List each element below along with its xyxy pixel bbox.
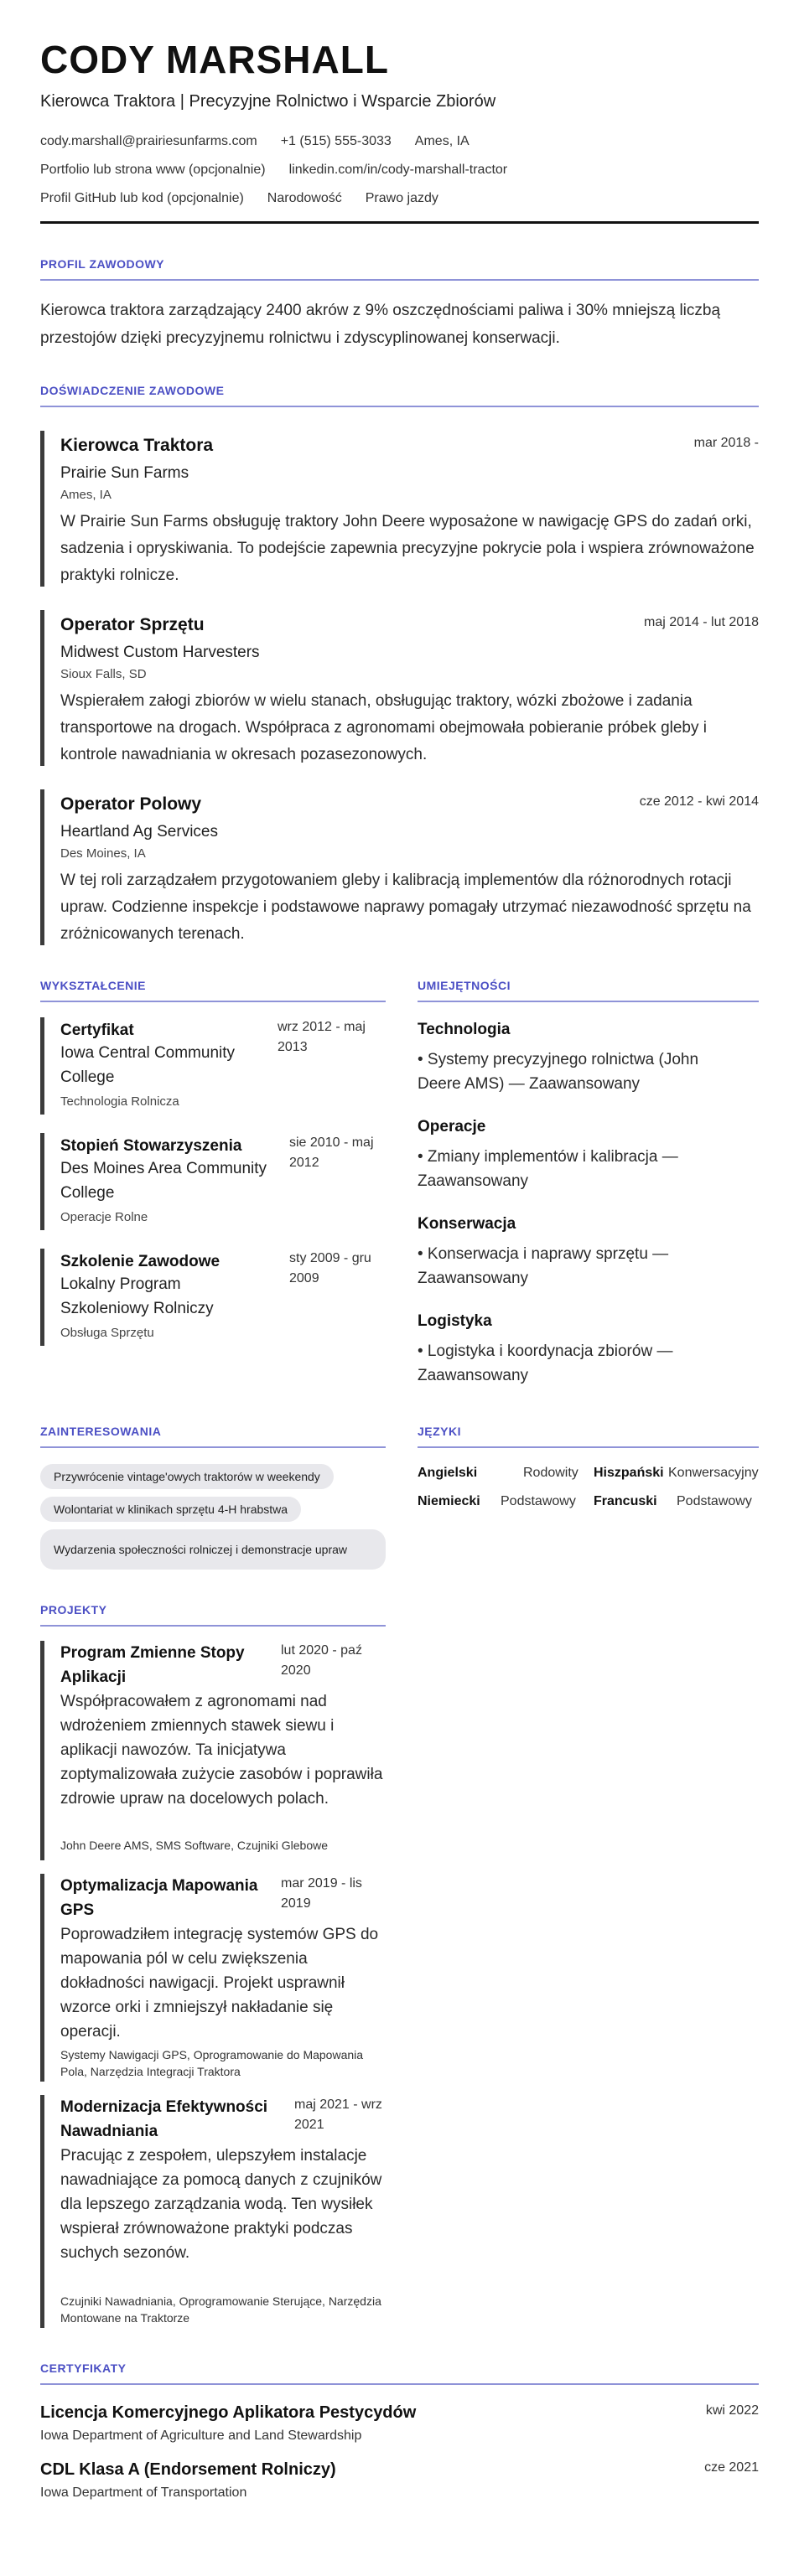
skill-category: Operacje — [418, 1118, 486, 1135]
interest-chip: Wydarzenia społeczności rolniczej i demonstracje upraw — [40, 1529, 386, 1570]
project-name: Program Zmienne Stopy Aplikacji — [60, 1644, 245, 1686]
skill-category: Logistyka — [418, 1312, 492, 1330]
experience-role: Operator Sprzętu — [60, 615, 205, 634]
language-level: Podstawowy — [677, 1494, 752, 1508]
certification-name: CDL Klasa A (Endorsement Rolniczy) — [40, 2460, 336, 2479]
contact-nationality: Narodowość — [267, 191, 342, 205]
section-title-projects: PROJEKTY — [40, 1603, 107, 1616]
section-divider — [40, 1001, 386, 1002]
education-entry — [40, 1133, 386, 1230]
language-level: Rodowity — [523, 1466, 578, 1480]
skill-item: • Systemy precyzyjnego rolnictwa (John Deere AMS) — Zaawansowany — [418, 1051, 699, 1093]
language-name: Angielski — [418, 1466, 478, 1480]
section-divider — [40, 279, 759, 281]
project-description: Pracując z zespołem, ulepszyłem instalacje nawadniające za pomocą danych z czujników dla lepszego zarządzania wodą. Ten wysiłek wspierał zrównoważone praktyki podczas suchych sezonów. — [60, 2147, 382, 2262]
education-field: Obsługa Sprzętu — [60, 1326, 154, 1340]
language-level: Konwersacyjny — [668, 1466, 759, 1480]
certification-name: Licencja Komercyjnego Aplikatora Pestycydów — [40, 2403, 417, 2422]
education-date: sie 2010 - maj 2012 — [289, 1135, 374, 1170]
project-entry — [40, 1641, 386, 1860]
certification-date: cze 2021 — [704, 2460, 759, 2475]
project-tech: John Deere AMS, SMS Software, Czujniki Glebowe — [60, 1839, 329, 1852]
experience-entry — [40, 789, 759, 945]
education-field: Operacje Rolne — [60, 1210, 148, 1224]
section-title-skills: UMIEJĘTNOŚCI — [418, 979, 511, 992]
interest-chip: Przywrócenie vintage'owych traktorów w weekendy — [40, 1464, 334, 1489]
contact-github[interactable]: Profil GitHub lub kod (opcjonalnie) — [40, 191, 244, 205]
project-description: Współpracowałem z agronomami nad wdrożeniem zmiennych stawek siewu i aplikacji nawozów. Ta inicjatywa zoptymalizowała zużycie zasobów i poprawiła zdrowie upraw na docelowych polach. — [60, 1693, 383, 1808]
experience-date: cze 2012 - kwi 2014 — [639, 794, 759, 809]
certification-date: kwi 2022 — [705, 2403, 759, 2418]
section-divider — [40, 2383, 759, 2385]
project-date: maj 2021 - wrz 2021 — [294, 2098, 382, 2132]
section-title-interests: ZAINTERESOWANIA — [40, 1425, 162, 1438]
section-title-profile: PROFIL ZAWODOWY — [40, 257, 165, 271]
education-degree: Stopień Stowarzyszenia — [60, 1137, 242, 1155]
resume-header — [40, 34, 759, 208]
experience-company: Heartland Ag Services — [60, 823, 218, 841]
contact-location: Ames, IA — [414, 134, 470, 148]
experience-role: Operator Polowy — [60, 794, 202, 814]
experience-description: W tej roli zarządzałem przygotowaniem gleby i kalibracją implementów dla różnorodnych rotacji upraw. Codzienne inspekcje i podstawowe naprawy pomagały utrzymać niezawodność sprzętu na zróżnicowanych terenach. — [60, 872, 751, 943]
project-tech: Czujniki Nawadniania, Oprogramowanie Sterujące, Narzędzia Montowane na Traktorze — [60, 2294, 381, 2325]
experience-date: mar 2018 - — [693, 436, 759, 450]
education-date: sty 2009 - gru 2009 — [289, 1251, 371, 1285]
education-school: Iowa Central Community College — [60, 1044, 236, 1086]
project-name: Optymalizacja Mapowania GPS — [60, 1877, 258, 1919]
experience-entry — [40, 610, 759, 766]
section-divider — [40, 1446, 386, 1448]
experience-role: Kierowca Traktora — [60, 436, 214, 455]
experience-company: Prairie Sun Farms — [60, 464, 189, 482]
project-tech: Systemy Nawigacji GPS, Oprogramowanie do Mapowania Pola, Narzędzia Integracji Traktora — [60, 2048, 364, 2078]
skill-item: • Konserwacja i naprawy sprzętu — Zaawansowany — [418, 1245, 669, 1287]
project-name: Modernizacja Efektywności Nawadniania — [60, 2098, 268, 2140]
experience-description: Wspierałem załogi zbiorów w wielu stanach, obsługując traktory, wózki zbożowe i zadania transportowe na drogach. Współpraca z agronomami obejmowała pobieranie próbek gleby i kontrole nawadniania w okresach pozasezonowych. — [60, 692, 707, 763]
education-date: wrz 2012 - maj 2013 — [278, 1020, 366, 1054]
language-name: Francuski — [594, 1494, 657, 1508]
education-entry — [40, 1249, 386, 1346]
experience-description: W Prairie Sun Farms obsługuję traktory John Deere wyposażone w nawigację GPS do zadań orki, sadzenia i opryskiwania. To podejście zapewnia precyzyjne pokrycie pola i wspiera zrównoważone praktyki rolnicze. — [60, 513, 755, 584]
project-date: lut 2020 - paź 2020 — [281, 1643, 362, 1678]
section-title-languages: JĘZYKI — [418, 1425, 462, 1438]
language-name: Hiszpański — [594, 1466, 664, 1480]
education-school: Lokalny Program Szkoleniowy Rolniczy — [60, 1275, 214, 1317]
skill-category: Konserwacja — [418, 1215, 516, 1233]
certification-issuer: Iowa Department of Agriculture and Land Stewardship — [40, 2429, 362, 2443]
certification-issuer: Iowa Department of Transportation — [40, 2485, 247, 2500]
education-school: Des Moines Area Community College — [60, 1160, 267, 1202]
section-title-experience: DOŚWIADCZENIE ZAWODOWE — [40, 384, 225, 397]
header-divider — [40, 221, 759, 224]
profile-summary: Kierowca traktora zarządzający 2400 akrów z 9% oszczędnościami paliwa i 30% mniejszą liczbą przestojów dzięki precyzyjnemu rolnictwu i zdyscyplinowanej konserwacji. — [40, 302, 721, 347]
contact-linkedin[interactable]: linkedin.com/in/cody-marshall-tractor — [288, 163, 508, 177]
project-entry — [40, 2095, 386, 2328]
skill-category: Technologia — [418, 1021, 511, 1038]
language-level: Podstawowy — [501, 1494, 576, 1508]
skill-item: • Zmiany implementów i kalibracja — Zaawansowany — [418, 1148, 678, 1190]
experience-date: maj 2014 - lut 2018 — [644, 615, 759, 629]
education-entry — [40, 1017, 386, 1115]
contact-block — [40, 132, 759, 208]
contact-phone[interactable]: +1 (515) 555-3033 — [280, 134, 392, 148]
skill-item: • Logistyka i koordynacja zbiorów — Zaawansowany — [418, 1342, 673, 1384]
contact-portfolio[interactable]: Portfolio lub strona www (opcjonalnie) — [40, 163, 266, 177]
project-entry — [40, 1874, 386, 2082]
experience-location: Des Moines, IA — [60, 846, 146, 861]
education-field: Technologia Rolnicza — [60, 1094, 179, 1109]
interest-chip: Wolontariat w klinikach sprzętu 4-H hrabstwa — [40, 1497, 301, 1522]
project-date: mar 2019 - lis 2019 — [281, 1876, 362, 1911]
experience-entry — [40, 431, 759, 587]
candidate-headline: Kierowca Traktora | Precyzyjne Rolnictwo i Wsparcie Zbiorów — [40, 92, 496, 111]
education-degree: Certyfikat — [60, 1022, 134, 1039]
section-divider — [40, 1625, 386, 1627]
project-description: Poprowadziłem integrację systemów GPS do mapowania pól w celu zwiększenia dokładności nawigacji. Projekt usprawnił wzorce orki i zmniejszył nakładanie się operacji. — [60, 1926, 379, 2041]
language-name: Niemiecki — [418, 1494, 480, 1508]
contact-license: Prawo jazdy — [365, 191, 438, 205]
section-title-certifications: CERTYFIKATY — [40, 2361, 127, 2375]
contact-email[interactable]: cody.marshall@prairiesunfarms.com — [40, 134, 257, 148]
section-divider — [418, 1446, 759, 1448]
experience-location: Ames, IA — [60, 488, 112, 502]
candidate-name: CODY MARSHALL — [40, 38, 389, 81]
experience-company: Midwest Custom Harvesters — [60, 644, 260, 661]
section-title-education: WYKSZTAŁCENIE — [40, 979, 147, 992]
section-divider — [418, 1001, 759, 1002]
section-divider — [40, 406, 759, 407]
experience-location: Sioux Falls, SD — [60, 667, 147, 681]
education-degree: Szkolenie Zawodowe — [60, 1253, 221, 1270]
